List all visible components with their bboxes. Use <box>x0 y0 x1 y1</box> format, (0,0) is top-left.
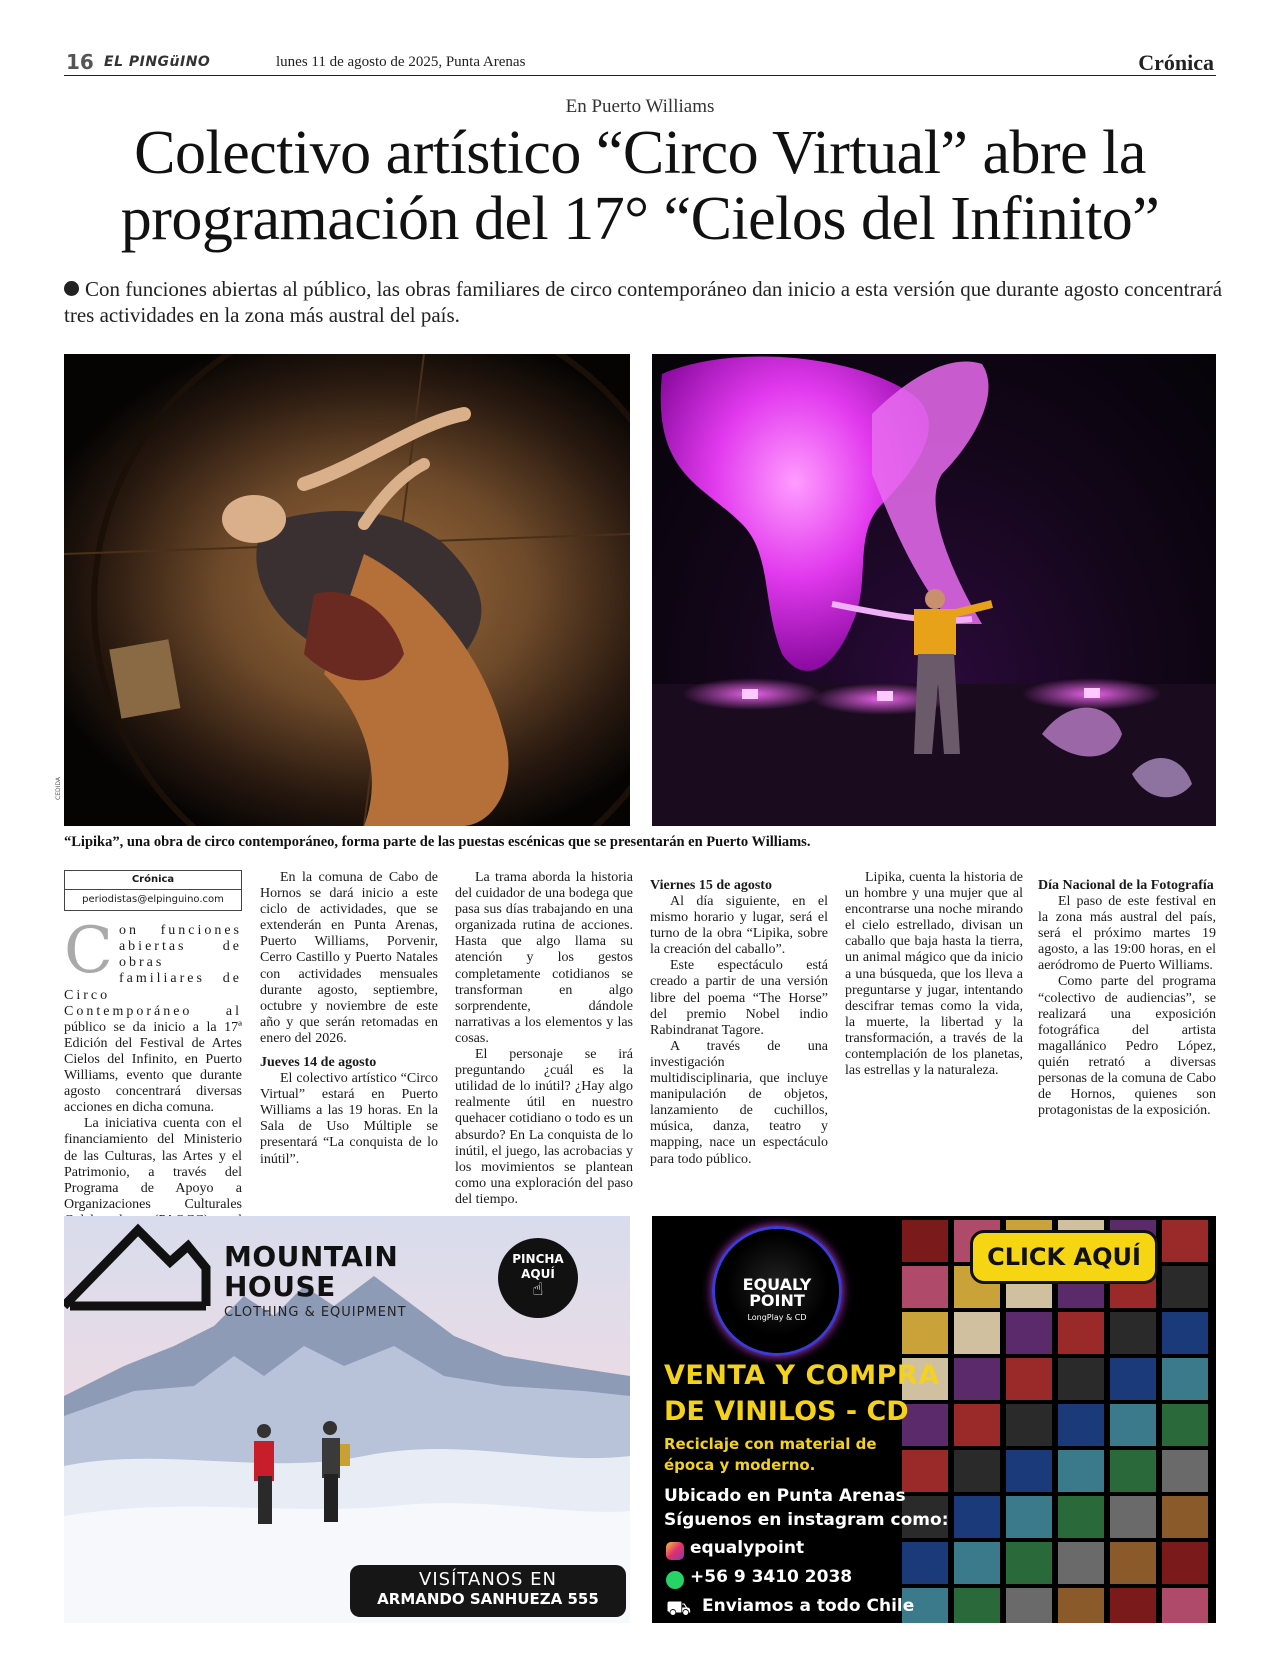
lead-text: on funciones abiertas de obras familiares de Circo Contemporáneo al <box>64 923 242 1019</box>
newspaper-logo[interactable]: EL PINGüINO <box>104 54 211 70</box>
article-column-2 <box>260 870 438 1168</box>
paragraph: Al día siguiente, en el mismo horario y lugar, será el turno de la obra “Lipika, sobre la creación del caballo”. <box>650 894 828 958</box>
page-number: 16 <box>66 50 94 74</box>
pincha-aqui-button[interactable]: PINCHA AQUÍ ☝ <box>498 1238 578 1318</box>
page-header <box>64 48 1216 76</box>
album-cover <box>1110 1404 1156 1446</box>
album-cover <box>954 1588 1000 1623</box>
bullet-icon <box>64 281 79 296</box>
album-cover <box>1162 1542 1208 1584</box>
album-cover <box>1058 1496 1104 1538</box>
album-cover <box>1162 1266 1208 1308</box>
album-cover <box>902 1312 948 1354</box>
album-cover <box>1110 1588 1156 1623</box>
subheading: Jueves 14 de agosto <box>260 1055 377 1071</box>
venta-line-1: VENTA Y COMPRA <box>664 1360 940 1391</box>
paragraph: Este espectáculo está creado a partir de una versión libre del poema “The Horse” del premio Nobel indio Rabindranat Tagore. <box>650 958 828 1038</box>
shipping-text: Enviamos a todo Chile <box>702 1596 915 1616</box>
album-cover <box>1110 1542 1156 1584</box>
article-kicker: En Puerto Williams <box>565 96 715 117</box>
photo-illustration <box>652 354 1216 826</box>
album-cover <box>1006 1450 1052 1492</box>
paragraph: En la comuna de Cabo de Hornos se dará inicio a este ciclo de actividades, que se extenderán en Punta Arenas, Puerto Williams, Porvenir, Cerro Castillo y Puerto Natales con actividades mensuales durante agosto, septiembre, octubre y noviembre de este año y que serán retomadas en enero del 2026. <box>260 870 438 1046</box>
album-cover <box>902 1404 948 1446</box>
album-cover <box>1006 1404 1052 1446</box>
headline-line-1: Colectivo artístico “Circo Virtual” abre la <box>134 119 1146 187</box>
photo-credit: CEDIDA <box>55 777 62 800</box>
album-cover <box>1058 1404 1104 1446</box>
ad-mountain-house[interactable] <box>64 1216 630 1623</box>
drop-cap: C <box>64 914 113 989</box>
album-cover <box>1006 1542 1052 1584</box>
album-cover <box>954 1404 1000 1446</box>
headline-line-2: programación del 17° “Cielos del Infinito” <box>120 185 1160 253</box>
hand-pointer-icon: ☝ <box>532 1279 544 1300</box>
visit-address-banner[interactable]: VISÍTANOS EN ARMANDO SANHUEZA 555 <box>350 1565 626 1617</box>
album-cover <box>1162 1450 1208 1492</box>
paragraph: El colectivo artístico “Circo Virtual” estará en Puerto Williams a las 19 horas. En la Sala de Uso Múltiple se presentará “La conquista de lo inútil”. <box>260 1071 438 1167</box>
issue-date: lunes 11 de agosto de 2025, Punta Arenas <box>276 54 526 70</box>
album-cover <box>902 1450 948 1492</box>
equaly-point-logo: EQUALY POINT LongPlay & CD <box>712 1226 842 1356</box>
paragraph: El personaje se irá preguntando ¿cuál es la utilidad de lo inútil? ¿Hay algo realmente útil en nuestro quehacer cotidiano o todo es un absurdo? En La conquista de lo inútil, el juego, las acrobacias y los movimientos se plantean como una exploración del paso del tiempo. <box>455 1047 633 1207</box>
click-aqui-button[interactable]: CLICK AQUÍ <box>970 1230 1158 1284</box>
album-cover <box>902 1220 948 1262</box>
photo-stage-fabric[interactable] <box>652 354 1216 826</box>
album-cover <box>1162 1404 1208 1446</box>
album-cover <box>1110 1358 1156 1400</box>
article-column-6 <box>1038 870 1216 1119</box>
phone-number[interactable]: +56 9 3410 2038 <box>690 1567 853 1587</box>
paragraph: Con funciones abiertas de obras familiares de Circo Contemporáneo al público se da inicio a la 17ª Edición del Festival de Artes Cielos del Infinito, en Puerto Williams, evento que durante agosto concentrará diversas acciones en dicha comuna. <box>64 914 242 1116</box>
paragraph: Lipika, cuenta la historia de un hombre y una mujer que al encontrarse una noche mirando el cielo estrellado, divisan un caballo que baja hasta la tierra, un animal mágico que da inicio a una búsqueda, que los lleva a preguntarse y jugar, intentando descifrar temas como la vida, la muerte, la libertad y la transformación, a través de la contemplación de los planetas, las estrellas y la naturaleza. <box>845 870 1023 1079</box>
paragraph: La trama aborda la historia del cuidador de una bodega que pasa sus días trabajando en una organizada rutina de acciones. Hasta que algo llama su atención y los gestos completamente cotidianos se transforman en algo sorprendente, dándole narrativas a los elementos y las cosas. <box>455 870 633 1046</box>
article-column-4 <box>650 870 828 1168</box>
album-cover <box>1006 1358 1052 1400</box>
byline-box <box>64 870 242 911</box>
album-cover <box>1058 1450 1104 1492</box>
reciclaje-text: Reciclaje con material de época y moderno. <box>664 1435 877 1474</box>
album-cover <box>1162 1358 1208 1400</box>
album-cover <box>954 1312 1000 1354</box>
album-cover <box>1110 1450 1156 1492</box>
photo-caption: “Lipika”, una obra de circo contemporáneo, forma parte de las puestas escénicas que se presentarán en Puerto Williams. <box>64 834 811 850</box>
mountain-house-title: MOUNTAIN HOUSE <box>224 1240 399 1303</box>
deck-text: Con funciones abiertas al público, las obras familiares de circo contemporáneo dan inicio a esta versión que durante agosto concentrará tres actividades en la zona más austral del país. <box>64 277 1223 327</box>
article-column-3 <box>455 870 633 1208</box>
location-text: Ubicado en Punta Arenas <box>664 1486 906 1506</box>
subheading: Día Nacional de la Fotografía <box>1038 878 1214 893</box>
ad-equaly-point[interactable] <box>652 1216 1216 1623</box>
whatsapp-icon <box>666 1571 684 1589</box>
article-deck <box>64 276 1224 328</box>
album-cover <box>954 1542 1000 1584</box>
subheading: Viernes 15 de agosto <box>650 878 772 893</box>
album-cover <box>1058 1358 1104 1400</box>
album-cover <box>1162 1588 1208 1623</box>
paragraph: A través de una investigación multidisciplinaria, que incluye manipulación de objetos, lanzamiento de cuchillos, música, danza, teatro y mapping, nace un espectáculo para todo público. <box>650 1038 828 1167</box>
delivery-truck-icon: ⛟ <box>666 1596 692 1620</box>
album-cover <box>954 1358 1000 1400</box>
album-cover <box>1162 1312 1208 1354</box>
album-cover <box>1110 1312 1156 1354</box>
album-cover <box>1006 1588 1052 1623</box>
album-cover <box>1058 1588 1104 1623</box>
paragraph: Como parte del programa “colectivo de audiencias”, se realizará una exposición fotográfica del artista magallánico Pedro López, quién retrató a diversas personas de la comuna de Cabo de Hornos, quienes son protagonistas de la exposición. <box>1038 974 1216 1119</box>
album-cover <box>1162 1496 1208 1538</box>
mountain-house-subtitle: CLOTHING & EQUIPMENT <box>224 1305 407 1320</box>
photo-performer-floor[interactable] <box>64 354 630 826</box>
album-cover <box>1058 1312 1104 1354</box>
album-cover <box>1058 1542 1104 1584</box>
instagram-icon <box>666 1542 684 1560</box>
follow-text: Síguenos en instagram como: <box>664 1510 949 1530</box>
paragraph: El paso de este festival en la zona más austral del país, será el próximo martes 19 agosto, a las 19:00 horas, en el aeródromo de Puerto Williams. <box>1038 894 1216 974</box>
album-cover <box>1110 1496 1156 1538</box>
photo-illustration <box>64 354 630 826</box>
album-cover <box>902 1542 948 1584</box>
paragraph: La iniciativa cuenta con el financiamiento del Ministerio de las Culturas, las Artes y el Patrimonio, a través del Programa de Apoyo a Organizaciones Culturales <box>64 1116 242 1212</box>
byline-email[interactable]: periodistas@elpinguino.com <box>82 894 224 906</box>
album-cover <box>954 1450 1000 1492</box>
venta-line-2: DE VINILOS - CD <box>664 1396 909 1427</box>
instagram-handle[interactable]: equalypoint <box>690 1538 805 1558</box>
album-cover <box>1162 1220 1208 1262</box>
article-headline <box>60 120 1220 252</box>
section-name: Crónica <box>1138 50 1214 75</box>
article-column-5 <box>845 870 1023 1079</box>
byline-section: Crónica <box>65 871 241 890</box>
album-cover <box>902 1266 948 1308</box>
album-cover <box>954 1496 1000 1538</box>
album-cover <box>1006 1312 1052 1354</box>
album-cover <box>1006 1496 1052 1538</box>
